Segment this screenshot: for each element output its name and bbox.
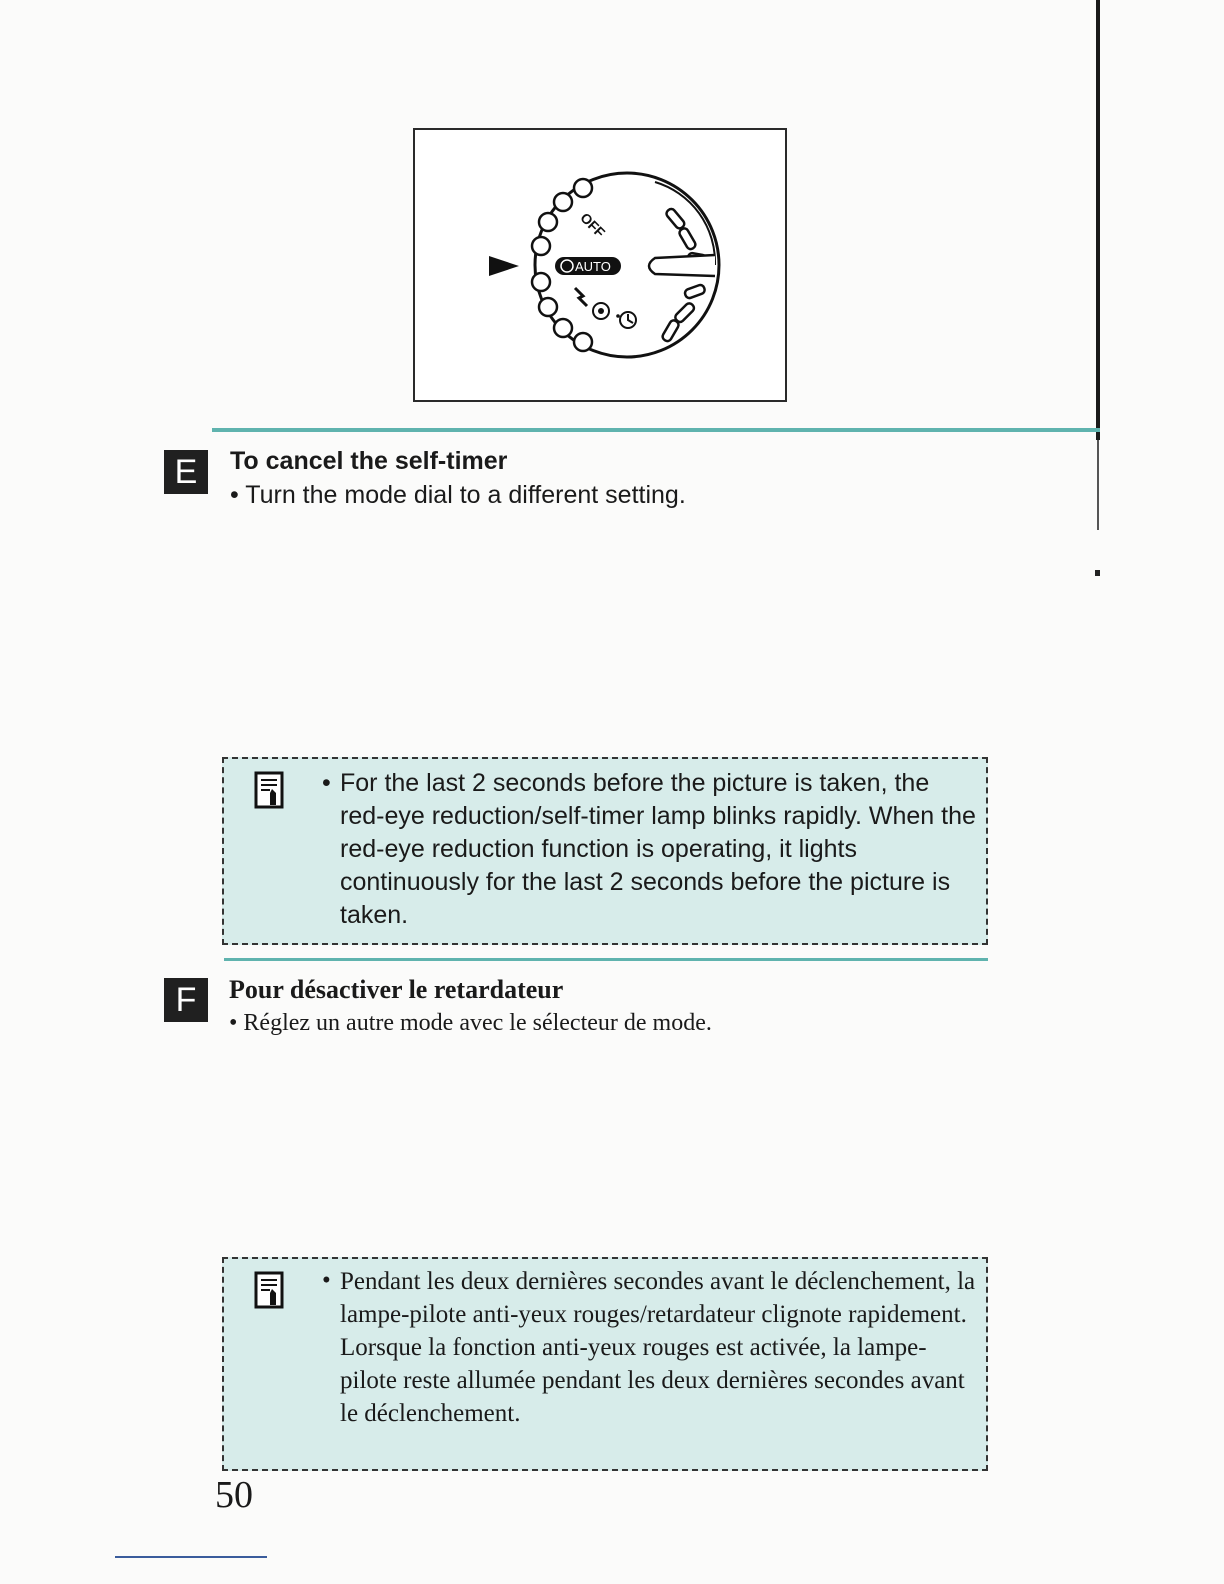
language-badge-english: E — [164, 450, 208, 494]
note-text-french: Pendant les deux dernières secondes avant le déclenchement, la lampe-pilote anti-yeux rouges/retardateur clignote rapidement. Lorsque la fonction anti-yeux rouges est activée, la lampe-pilote reste allumée pendant les deux dernières secondes avant le déclenchement. — [340, 1268, 976, 1427]
auto-label: AUTO — [575, 259, 611, 274]
language-badge-french: F — [164, 978, 208, 1022]
note-text-english: For the last 2 seconds before the picture is taken, the red-eye reduction/self-timer lamp blinks rapidly. When the red-eye reduction function is operating, it lights continuously for the last 2 seconds before the picture is taken. — [340, 769, 976, 929]
section-heading-english: To cancel the self-timer — [230, 447, 508, 475]
dial-indicator — [649, 255, 715, 276]
page-edge-mark — [1095, 570, 1100, 576]
off-label: OFF — [577, 209, 609, 241]
section-divider-english — [212, 428, 1100, 432]
memo-icon — [254, 771, 284, 811]
instruction-english: • Turn the mode dial to a different setting. — [230, 481, 686, 509]
footer-line — [115, 1556, 267, 1558]
section-heading-french: Pour désactiver le retardateur — [229, 975, 564, 1004]
page-edge-border — [1096, 0, 1100, 440]
note-box-french — [222, 1257, 988, 1471]
page-number: 50 — [215, 1474, 253, 1516]
note-box-english — [222, 757, 988, 945]
mode-dial-illustration — [415, 130, 785, 400]
note-bullet: • — [322, 1267, 331, 1294]
pointer-arrow-icon — [489, 256, 519, 276]
page-edge-border-lower — [1097, 440, 1099, 530]
section-divider-french — [224, 958, 988, 961]
note-bullet: • — [322, 769, 331, 797]
memo-icon — [254, 1271, 284, 1311]
instruction-french: • Réglez un autre mode avec le sélecteur de mode. — [229, 1010, 712, 1036]
mode-dial-figure — [413, 128, 787, 402]
